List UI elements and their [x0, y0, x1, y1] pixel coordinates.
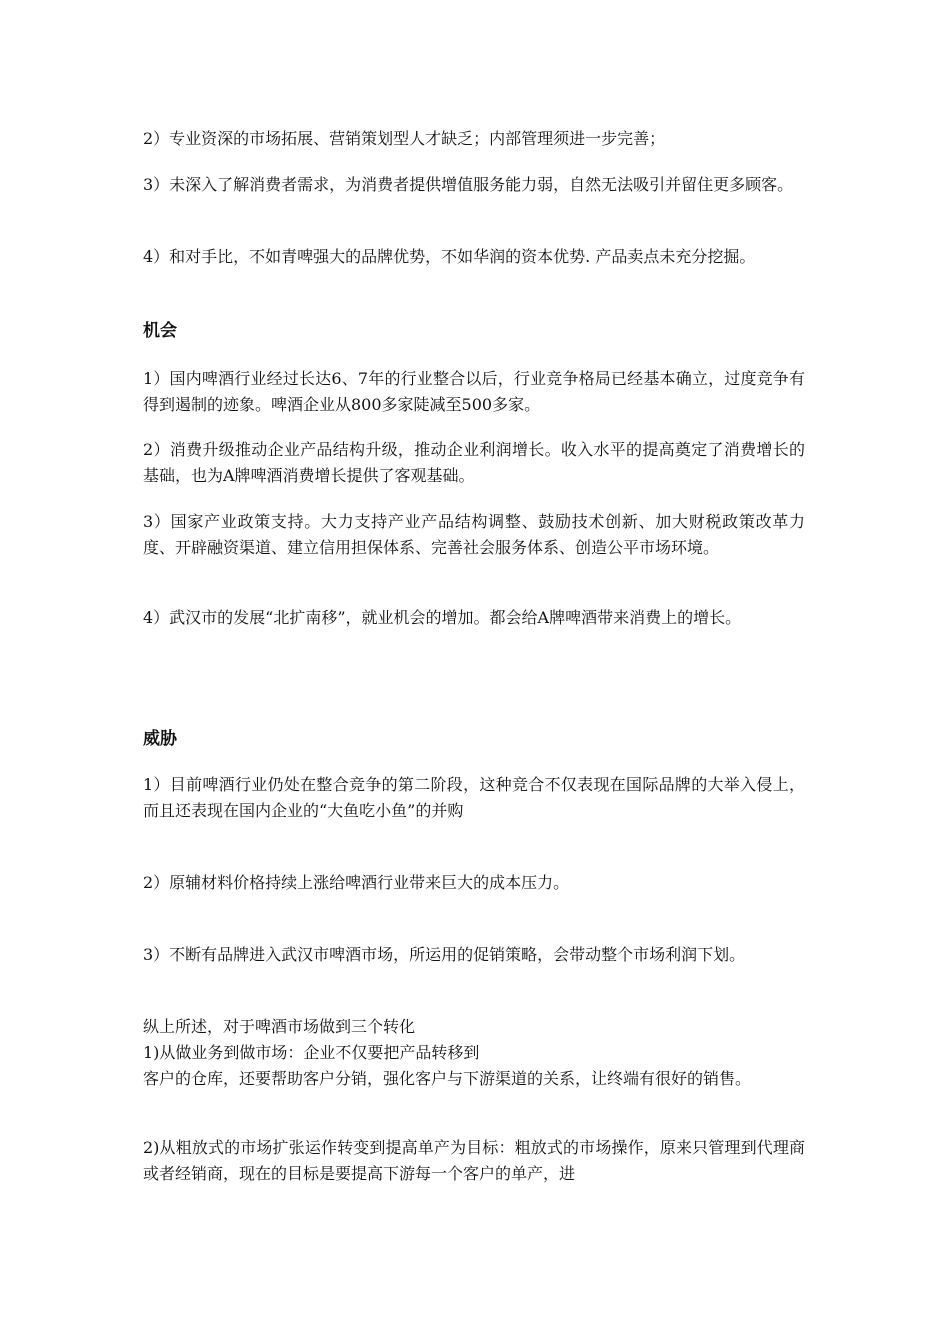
- opportunity-item-2: 2）消费升级推动企业产品结构升级，推动企业利润增长。收入水平的提高奠定了消费增长的基础，也为A牌啤酒消费增长提供了客观基础。: [143, 440, 805, 485]
- summary-point-1-first-line: 1)从做业务到做市场：企业不仅要把产品转移到: [143, 1043, 480, 1062]
- opportunity-item-4: 4）武汉市的发展“北扩南移”，就业机会的增加。都会给A牌啤酒带来消费上的增长。: [143, 608, 742, 627]
- weakness-item-4: 4）和对手比，不如青啤强大的品牌优势，不如华润的资本优势. 产品卖点未充分挖掘。: [143, 247, 756, 266]
- threat-item-1: 1）目前啤酒行业仍处在整合竞争的第二阶段，这种竞合不仅表现在国际品牌的大举入侵上，而且还表现在国内企业的“大鱼吃小鱼”的并购: [143, 775, 805, 820]
- summary-point-1: [143, 1040, 805, 1092]
- summary-intro: 纵上所述，对于啤酒市场做到三个转化: [143, 1017, 416, 1036]
- summary-point-1-rest: 客户的仓库，还要帮助客户分销，强化客户与下游渠道的关系，让终端有很好的销售。: [143, 1069, 752, 1088]
- opportunity-item-3: 3）国家产业政策支持。大力支持产业产品结构调整、鼓励技术创新、加大财税政策改革力度、开辟融资渠道、建立信用担保体系、完善社会服务体系、创造公平市场环境。: [143, 512, 805, 557]
- opportunity-item-1: 1）国内啤酒行业经过长达6、7年的行业整合以后，行业竞争格局已经基本确立，过度竞争有得到遏制的迹象。啤酒企业从800多家陡减至500多家。: [143, 369, 805, 414]
- weakness-item-2: 2）专业资深的市场拓展、营销策划型人才缺乏；内部管理须进一步完善；: [143, 129, 666, 148]
- threat-item-3: 3）不断有品牌进入武汉市啤酒市场，所运用的促销策略，会带动整个市场利润下划。: [143, 945, 746, 964]
- threats-heading: 威胁: [143, 729, 177, 749]
- weakness-item-3: 3）未深入了解消费者需求，为消费者提供增值服务能力弱，自然无法吸引并留住更多顾客。: [143, 175, 794, 194]
- opportunities-heading: 机会: [143, 321, 177, 341]
- threat-item-2: 2）原辅材料价格持续上涨给啤酒行业带来巨大的成本压力。: [143, 873, 570, 892]
- summary-point-2: 2)从粗放式的市场扩张运作转变到提高单产为目标：粗放式的市场操作，原来只管理到代理商或者经销商，现在的目标是要提高下游每一个客户的单产，进: [143, 1138, 805, 1183]
